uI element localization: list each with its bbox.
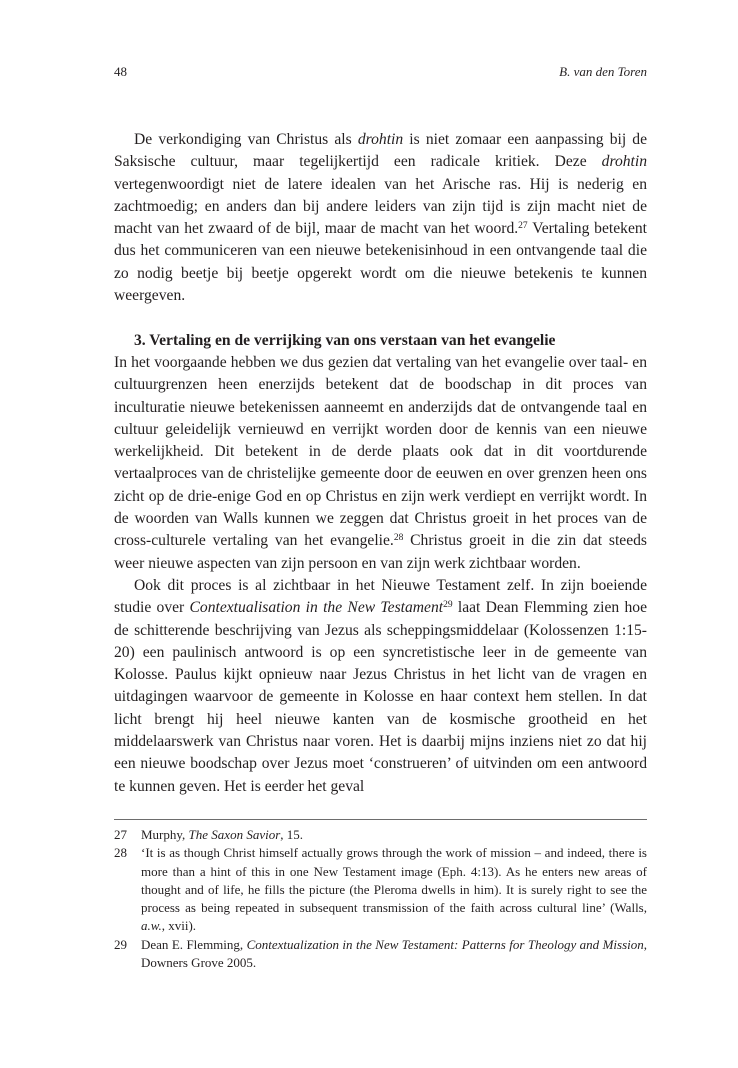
body-text: [114, 129, 647, 798]
footnote-28: 28 ‘It is as though Christ himself actually grows through the work of mission – and indeed, there is more than a hint of this in one New Testament image (Eph. 4:13). As he enters new areas of thought and of life, he fills the picture (the Pleroma dwells in him). It is surely right to see the process as being repeated in subsequent transmission of the faith across cultural line’ (Walls, a.w., xvii).: [114, 845, 647, 934]
footnote-number: 28: [114, 845, 127, 861]
term-drohtin: drohtin: [357, 131, 404, 148]
term-drohtin: drohtin: [601, 153, 647, 171]
footnote-27: 27 Murphy, The Saxon Savior, 15.: [114, 826, 647, 844]
page-number: 48: [114, 64, 127, 79]
footnote-ref-28[interactable]: 28: [393, 533, 404, 544]
footnote-ref-29[interactable]: 29: [443, 600, 453, 611]
book-title: Contextualisation in the New Testament: [189, 599, 444, 617]
running-head: [114, 64, 647, 80]
footnotes: [114, 826, 647, 972]
footnote-number: 27: [114, 827, 127, 842]
footnote-divider: [114, 819, 647, 820]
paragraph-3: Ook dit proces is al zichtbaar in het Nieuwe Testament zelf. In zijn boeiende studie over Contextualisation in the New Testament$^{29}$ laat Dean Flemming zien hoe de schitterende beschrijving van Jezus als scheppingsmiddelaar (Kolossenzen 1:15-20) een paulinisch antwoord is op een syncretistische leer in de gemeente van Kolosse. Paulus kijkt opnieuw naar Jezus Christus in het licht van de vragen en uitdagingen waarvoor de gemeente in Kolosse en haar context hem stellen. In dat licht brengt hij heel nieuwe kanten van de kosmische grootheid en het middelaarswerk van Christus naar voren. Het is daarbij mijns inziens niet zo dat hij een nieuwe boodschap over Jezus moet ‘construeren’ of uitvinden om een antwoord te kunnen geven. Het is eerder het geval: [114, 576, 647, 795]
paragraph-2: In het voorgaande hebben we dus gezien dat vertaling van het evangelie over taal- en cultuurgrenzen heen enerzijds betekent dat de boodschap in dit proces van inculturatie nieuwe betekenissen aanneemt en anderzijds dat de ontvangende taal en cultuur geleidelijk vernieuwd en verrijkt worden door de kennis van een nieuwe werkelijkheid. Dit betekent in de derde plaats ook dat in dit voortdurende vertaalproces van de christelijke gemeente door de eeuwen en over grenzen heen ons zicht op de drie-enige God en op Christus en zijn werk verdiept en verrijkt wordt. In de woorden van Walls kunnen we zeggen dat Christus groeit in het proces van de cross-culturele vertaling van het evangelie.$^{28}$ Christus groeit in die zin dat steeds weer nieuwe aspecten van zijn persoon en van zijn werk zichtbaar worden.: [114, 353, 647, 572]
footnote-29: 29 Dean E. Flemming, Contextualization in the New Testament: Patterns for Theology and Mission, Downers Grove 2005.: [114, 936, 647, 971]
footnote-ref-27[interactable]: 27: [518, 221, 528, 232]
paragraph-1: De verkondiging van Christus als drohtin is niet zomaar een aanpassing bij de Saksische cultuur, maar tegelijkertijd een radicale kritiek. Deze drohtin vertegenwoordigt niet de latere idealen van het Arische ras. Hij is nederig en zachtmoedig; en anders dan bij andere leiders van zijn tijd is zijn macht niet de macht van het zwaard of de bijl, maar de macht van het woord.$^{27}$ Vertaling betekent dus het communiceren van een nieuwe betekenisinhoud in een ontvangende taal die zo nodig beetje bij beetje opgerekt wordt om die nieuwe betekenis te kunnen weergeven.: [114, 131, 647, 305]
paragraph-gap: [114, 307, 647, 329]
footnote-number: 29: [114, 936, 127, 952]
section-heading: 3. Vertaling en de verrijking van ons verstaan van het evangelie: [134, 331, 556, 349]
running-head-author: B. van den Toren: [559, 64, 647, 79]
